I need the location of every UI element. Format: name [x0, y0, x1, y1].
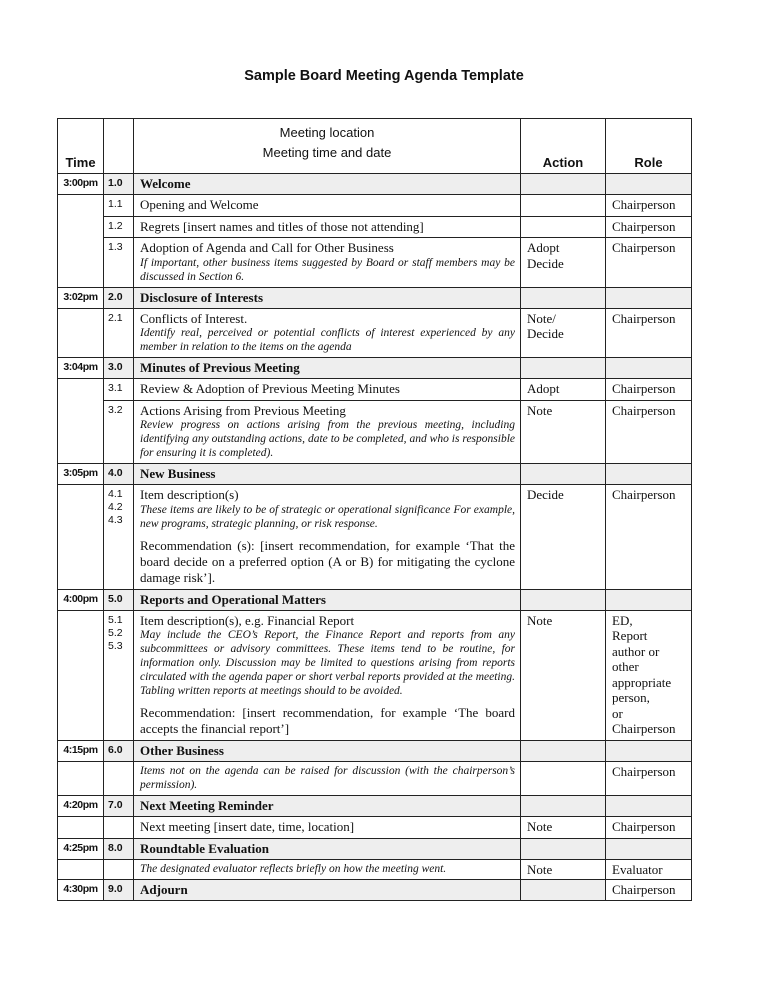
- section-role: Chairperson: [606, 880, 692, 901]
- section-row: [58, 741, 692, 762]
- section-number: 2.0: [104, 287, 134, 308]
- section-role: [606, 741, 692, 762]
- section-title: Other Business: [134, 741, 521, 762]
- section-role: [606, 358, 692, 379]
- item-row: [58, 308, 692, 358]
- item-role: Chairperson: [606, 400, 692, 464]
- item-action-line: Decide: [527, 255, 564, 271]
- item-action: [521, 762, 606, 796]
- item-number: 3.1: [104, 379, 134, 401]
- item-description: [134, 216, 521, 238]
- item-action: [521, 195, 606, 217]
- item-role-line: Chairperson: [612, 721, 676, 736]
- item-recommendation: Recommendation: [insert recommendation, for example ‘The board accepts the financial report’]: [140, 705, 515, 736]
- section-title: Disclosure of Interests: [134, 287, 521, 308]
- section-row: [58, 287, 692, 308]
- section-title: Reports and Operational Matters: [134, 589, 521, 610]
- item-role: Chairperson: [606, 238, 692, 288]
- section-title: Minutes of Previous Meeting: [134, 358, 521, 379]
- item-description: [134, 762, 521, 796]
- section-number: 9.0: [104, 880, 134, 901]
- section-title: Adjourn: [134, 880, 521, 901]
- item-note: Identify real, perceived or potential conflicts of interest experienced by any member in relation to the items on the agenda: [140, 327, 515, 353]
- agenda-table: [57, 118, 692, 901]
- item-text: Regrets [insert names and titles of those not attending]: [140, 218, 424, 234]
- item-role-line: author or: [612, 643, 660, 659]
- item-recommendation: Recommendation (s): [insert recommendation, for example ‘That the board decide on a preferred option (A or B) for mitigating the cyclone damage risk’].: [140, 537, 515, 585]
- item-number: 3.2: [104, 400, 134, 464]
- item-description: [134, 817, 521, 839]
- section-role: [606, 464, 692, 485]
- meeting-info-header: [134, 119, 521, 174]
- item-description: [134, 308, 521, 358]
- item-role-line: Report: [612, 628, 648, 643]
- item-role: Chairperson: [606, 195, 692, 217]
- page-title: Sample Board Meeting Agenda Template: [244, 68, 524, 84]
- section-row: [58, 174, 692, 195]
- section-action: [521, 838, 606, 859]
- item-role-line: or: [612, 705, 623, 721]
- item-role-line: appropriate: [612, 674, 672, 690]
- item-row: [58, 238, 692, 288]
- item-number: 5.1: [108, 613, 123, 626]
- item-text: Adoption of Agenda and Call for Other Business: [140, 240, 394, 255]
- item-action-line: Decide: [527, 326, 564, 341]
- section-time: 3:05pm: [58, 464, 104, 485]
- section-number: 5.0: [104, 589, 134, 610]
- item-number: [104, 762, 134, 796]
- item-text: Item description(s), e.g. Financial Report: [140, 612, 355, 628]
- section-row: [58, 589, 692, 610]
- item-description: [134, 610, 521, 741]
- time-spacer: [58, 195, 104, 288]
- item-note: Review progress on actions arising from the previous meeting, including identifying any outstanding actions, date to be completed, and who is responsible for ensuring it is completed).: [140, 419, 515, 459]
- item-description: [134, 485, 521, 590]
- section-number: 7.0: [104, 796, 134, 817]
- item-text: Next meeting [insert date, time, location]: [140, 819, 355, 834]
- item-number: 1.3: [104, 238, 134, 288]
- item-action: Decide: [521, 485, 606, 590]
- section-time: 3:04pm: [58, 358, 104, 379]
- section-action: [521, 358, 606, 379]
- item-row: [58, 195, 692, 217]
- item-action: [521, 216, 606, 238]
- item-action: Adopt: [521, 379, 606, 401]
- section-title: New Business: [134, 464, 521, 485]
- item-action: Note: [521, 817, 606, 839]
- item-number: [104, 610, 134, 741]
- item-text: Actions Arising from Previous Meeting: [140, 402, 346, 418]
- item-number: [104, 485, 134, 590]
- section-row: [58, 464, 692, 485]
- time-spacer: [58, 859, 104, 880]
- spacer: [140, 531, 515, 538]
- item-description: [134, 379, 521, 401]
- time-spacer: [58, 762, 104, 796]
- section-number: 1.0: [104, 174, 134, 195]
- section-number: 4.0: [104, 464, 134, 485]
- item-number: 1.2: [104, 216, 134, 238]
- item-action-line: Adopt: [527, 240, 560, 255]
- section-action: [521, 741, 606, 762]
- section-row: [58, 796, 692, 817]
- meeting-time-date: Meeting time and date: [262, 145, 392, 160]
- item-role: Chairperson: [606, 379, 692, 401]
- section-time: 4:20pm: [58, 796, 104, 817]
- section-role: [606, 838, 692, 859]
- item-row: [58, 610, 692, 741]
- item-text: Review & Adoption of Previous Meeting Minutes: [140, 381, 400, 396]
- item-role: [606, 610, 692, 741]
- item-row: [58, 817, 692, 839]
- section-role: [606, 287, 692, 308]
- item-number: 5.2: [108, 626, 123, 639]
- item-note: If important, other business items suggested by Board or staff members may be discussed in Section 6.: [140, 256, 515, 283]
- item-action: Note: [521, 400, 606, 464]
- section-action: [521, 174, 606, 195]
- item-number: 5.3: [108, 639, 123, 652]
- item-role: Evaluator: [606, 859, 692, 880]
- item-number: 4.1: [108, 488, 123, 500]
- section-time: 3:00pm: [58, 174, 104, 195]
- item-role-line: ED,: [612, 612, 633, 628]
- section-time: 4:25pm: [58, 838, 104, 859]
- item-row: [58, 762, 692, 796]
- section-row: [58, 838, 692, 859]
- section-action: [521, 464, 606, 485]
- section-number: 3.0: [104, 358, 134, 379]
- section-role: [606, 589, 692, 610]
- item-note: Items not on the agenda can be raised for discussion (with the chairperson’s permission).: [140, 765, 515, 791]
- section-title: Welcome: [134, 174, 521, 195]
- item-note: These items are likely to be of strategic or operational significance For example, new programs, strategic planning, or risk response.: [140, 503, 515, 530]
- item-row: [58, 216, 692, 238]
- section-action: [521, 589, 606, 610]
- item-role-line: person,: [612, 690, 650, 705]
- item-row: [58, 400, 692, 464]
- item-text: Conflicts of Interest.: [140, 310, 248, 326]
- action-header: Action: [521, 119, 606, 174]
- section-role: [606, 174, 692, 195]
- time-spacer: [58, 485, 104, 590]
- section-role: [606, 796, 692, 817]
- item-row: [58, 485, 692, 590]
- item-text: Opening and Welcome: [140, 197, 259, 212]
- item-action: [521, 238, 606, 288]
- section-time: 3:02pm: [58, 287, 104, 308]
- number-header: [104, 119, 134, 174]
- time-header: Time: [58, 119, 104, 174]
- section-action: [521, 287, 606, 308]
- item-number: [104, 859, 134, 880]
- section-number: 8.0: [104, 838, 134, 859]
- item-description: [134, 195, 521, 217]
- section-time: 4:15pm: [58, 741, 104, 762]
- item-number: [104, 817, 134, 839]
- section-row: [58, 358, 692, 379]
- item-note: May include the CEO’s Report, the Finance Report and reports from any subcommittees or advisory committees. These items tend to be routine, for information only. Discussion may be limited to questions arising from reports circulated with the agenda paper or short verbal reports provided at the meeting. Tabling written reports at meetings should to be avoided.: [140, 629, 515, 697]
- spacer: [140, 698, 515, 705]
- item-role-line: other: [612, 659, 639, 674]
- item-row: [58, 379, 692, 401]
- section-action: [521, 880, 606, 901]
- item-action-line: Note/: [527, 310, 556, 326]
- item-number: 4.3: [108, 514, 123, 526]
- item-role: Chairperson: [606, 216, 692, 238]
- item-number: 4.2: [108, 501, 123, 513]
- item-action: Note: [521, 859, 606, 880]
- item-role: Chairperson: [606, 762, 692, 796]
- section-row: [58, 880, 692, 901]
- section-number: 6.0: [104, 741, 134, 762]
- item-role: Chairperson: [606, 308, 692, 358]
- meeting-location: Meeting location: [279, 125, 375, 140]
- item-text: Item description(s): [140, 487, 239, 502]
- section-time: 4:30pm: [58, 880, 104, 901]
- time-spacer: [58, 817, 104, 839]
- item-row: [58, 859, 692, 880]
- item-role: Chairperson: [606, 485, 692, 590]
- role-header: Role: [606, 119, 692, 174]
- section-title: Roundtable Evaluation: [134, 838, 521, 859]
- item-action: [521, 308, 606, 358]
- section-time: 4:00pm: [58, 589, 104, 610]
- time-spacer: [58, 610, 104, 741]
- section-title: Next Meeting Reminder: [134, 796, 521, 817]
- time-spacer: [58, 308, 104, 358]
- item-action: Note: [521, 610, 606, 741]
- item-description: [134, 238, 521, 288]
- item-number: 2.1: [104, 308, 134, 358]
- item-description: [134, 400, 521, 464]
- item-description: [134, 859, 521, 880]
- item-number: 1.1: [104, 195, 134, 217]
- time-spacer: [58, 379, 104, 464]
- section-action: [521, 796, 606, 817]
- item-role: Chairperson: [606, 817, 692, 839]
- header-row: [58, 119, 692, 174]
- item-note: The designated evaluator reflects briefly on how the meeting went.: [140, 862, 447, 875]
